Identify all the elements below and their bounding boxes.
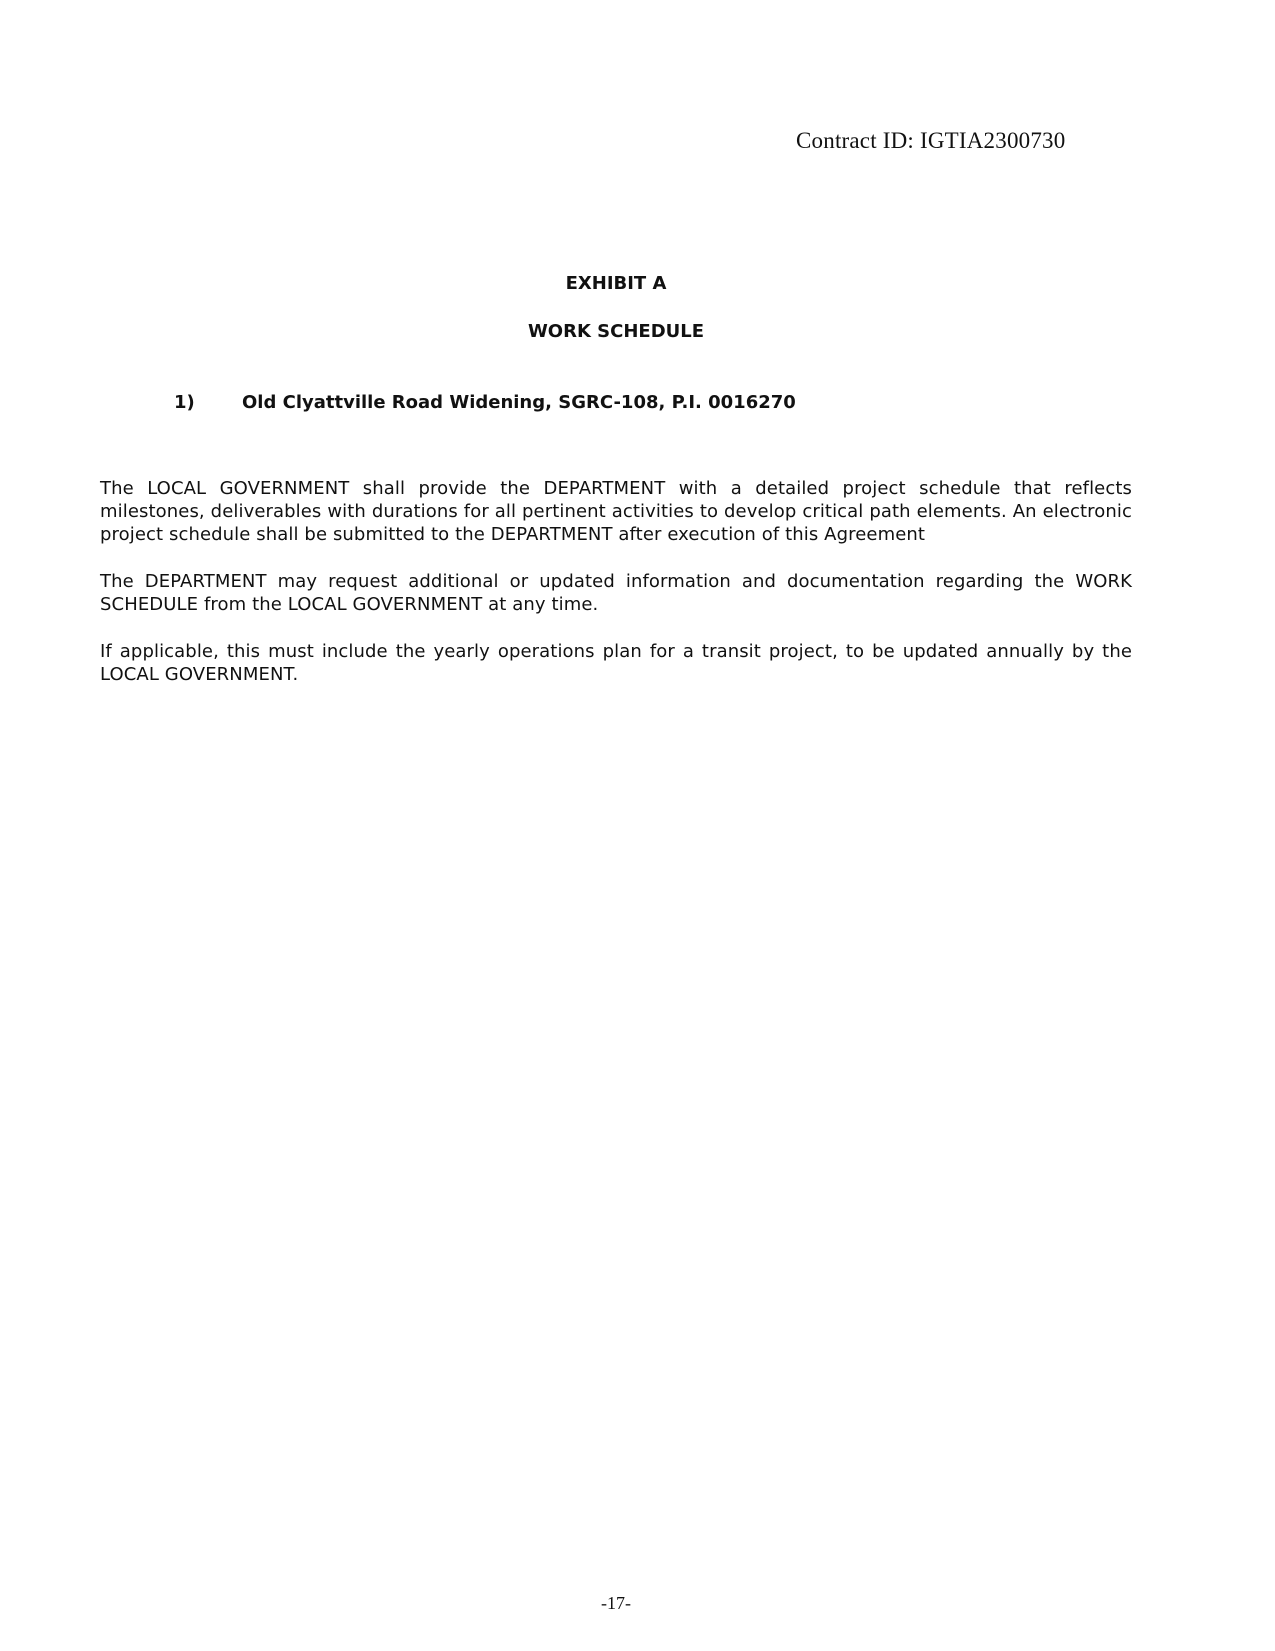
exhibit-title: EXHIBIT A [565,273,667,294]
paragraph-schedule-requirement: The LOCAL GOVERNMENT shall provide the DEPARTMENT with a detailed project schedule that reflects milestones, deliverables with durations for all pertinent activities to develop critical path elements. An electronic project schedule shall be submitted to the DEPARTMENT after execution of this Agreement [100,478,1132,545]
exhibit-subtitle: WORK SCHEDULE [527,321,705,342]
project-item [174,392,796,413]
paragraph-transit-plan: If applicable, this must include the yearly operations plan for a transit project, to be updated annually by the LOCAL GOVERNMENT. [100,641,1132,685]
page-number: -17- [601,1593,631,1613]
project-number: 1) [174,392,195,413]
project-name: Old Clyattville Road Widening, SGRC-108, P.I. 0016270 [242,392,796,413]
contract-id: Contract ID: IGTIA2300730 [796,128,1066,153]
paragraph-update-request: The DEPARTMENT may request additional or updated information and documentation regarding the WORK SCHEDULE from the LOCAL GOVERNMENT at any time. [100,571,1132,615]
